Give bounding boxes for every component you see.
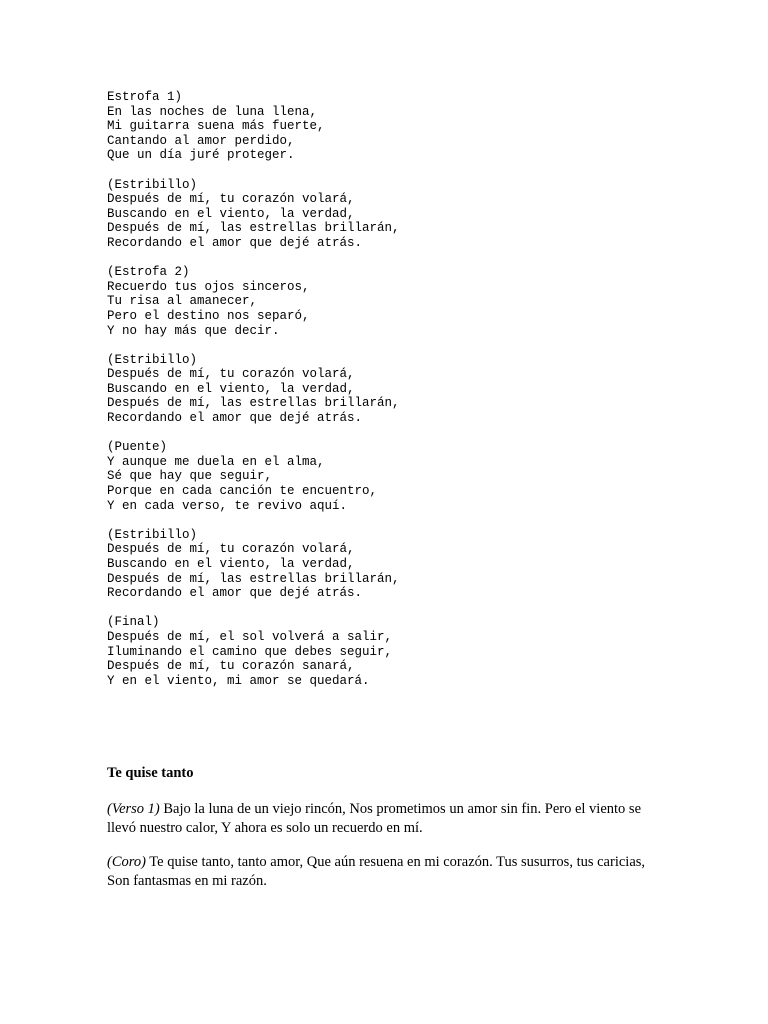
lyric-line: Iluminando el camino que debes seguir, xyxy=(107,644,393,659)
stanza-estrofa-1 xyxy=(107,90,400,163)
lyric-line: Que un día juré proteger. xyxy=(107,148,295,163)
lyric-line: Recuerdo tus ojos sinceros, xyxy=(107,279,310,294)
lyric-line: Después de mí, las estrellas brillarán, xyxy=(107,221,400,236)
lyric-line: Buscando en el viento, la verdad, xyxy=(107,381,355,396)
stanza-estribillo xyxy=(107,353,400,426)
section-label: (Verso 1) xyxy=(107,801,160,817)
lyric-line: Y aunque me duela en el alma, xyxy=(107,454,325,469)
song-title: Te quise tanto xyxy=(107,765,194,781)
lyric-line: Pero el destino nos separó, xyxy=(107,308,310,323)
stanza-final xyxy=(107,615,400,688)
stanza-label: (Final) xyxy=(107,615,160,630)
stanza-label: (Puente) xyxy=(107,440,168,455)
stanza-puente xyxy=(107,440,400,513)
lyric-line: Después de mí, tu corazón volará, xyxy=(107,367,355,382)
song-two xyxy=(107,764,667,906)
stanza-label: (Estrofa 2) xyxy=(107,265,190,280)
stanza-estrofa-2 xyxy=(107,265,400,338)
stanza-label: Estrofa 1) xyxy=(107,90,183,104)
lyric-line: Recordando el amor que dejé atrás. xyxy=(107,411,363,426)
lyric-line: Sé que hay que seguir, xyxy=(107,469,273,484)
lyric-line: Recordando el amor que dejé atrás. xyxy=(107,586,363,601)
song-one-lyrics xyxy=(107,90,400,703)
lyric-line: Después de mí, tu corazón volará, xyxy=(107,192,355,207)
stanza-label: (Estribillo) xyxy=(107,177,198,192)
stanza-label: (Estribillo) xyxy=(107,527,198,542)
lyric-line: Buscando en el viento, la verdad, xyxy=(107,206,355,221)
lyric-line: Cantando al amor perdido, xyxy=(107,133,295,148)
lyric-line: Y no hay más que decir. xyxy=(107,323,280,338)
lyric-line: Y en el viento, mi amor se quedará. xyxy=(107,673,370,688)
lyric-line: Después de mí, tu corazón sanará, xyxy=(107,659,355,674)
lyric-line: Buscando en el viento, la verdad, xyxy=(107,557,355,571)
stanza-estribillo xyxy=(107,528,400,601)
lyric-line: Mi guitarra suena más fuerte, xyxy=(107,119,325,134)
lyric-line: Porque en cada canción te encuentro, xyxy=(107,484,378,499)
stanza-estribillo xyxy=(107,178,400,251)
lyric-line: Recordando el amor que dejé atrás. xyxy=(107,235,363,250)
stanza-label: (Estribillo) xyxy=(107,352,198,367)
lyric-line: Después de mí, las estrellas brillarán, xyxy=(107,396,400,411)
lyric-line: Y en cada verso, te revivo aquí. xyxy=(107,498,348,513)
lyric-line: Después de mí, las estrellas brillarán, xyxy=(107,571,400,586)
section-label: (Coro) xyxy=(107,854,146,870)
lyric-line: En las noches de luna llena, xyxy=(107,104,318,119)
lyric-line: Después de mí, el sol volverá a salir, xyxy=(107,629,393,644)
chorus-paragraph xyxy=(107,853,667,891)
lyric-line: Tu risa al amanecer, xyxy=(107,294,258,309)
paragraph-text: Bajo la luna de un viejo rincón, Nos prometimos un amor sin fin. Pero el viento se llevó nuestro calor, Y ahora es solo un recuerdo en mí. xyxy=(107,801,641,836)
verse-paragraph xyxy=(107,800,667,838)
paragraph-text: Te quise tanto, tanto amor, Que aún resuena en mi corazón. Tus susurros, tus caricias, Son fantasmas en mi razón. xyxy=(107,854,646,889)
lyric-line: Después de mí, tu corazón volará, xyxy=(107,542,355,557)
